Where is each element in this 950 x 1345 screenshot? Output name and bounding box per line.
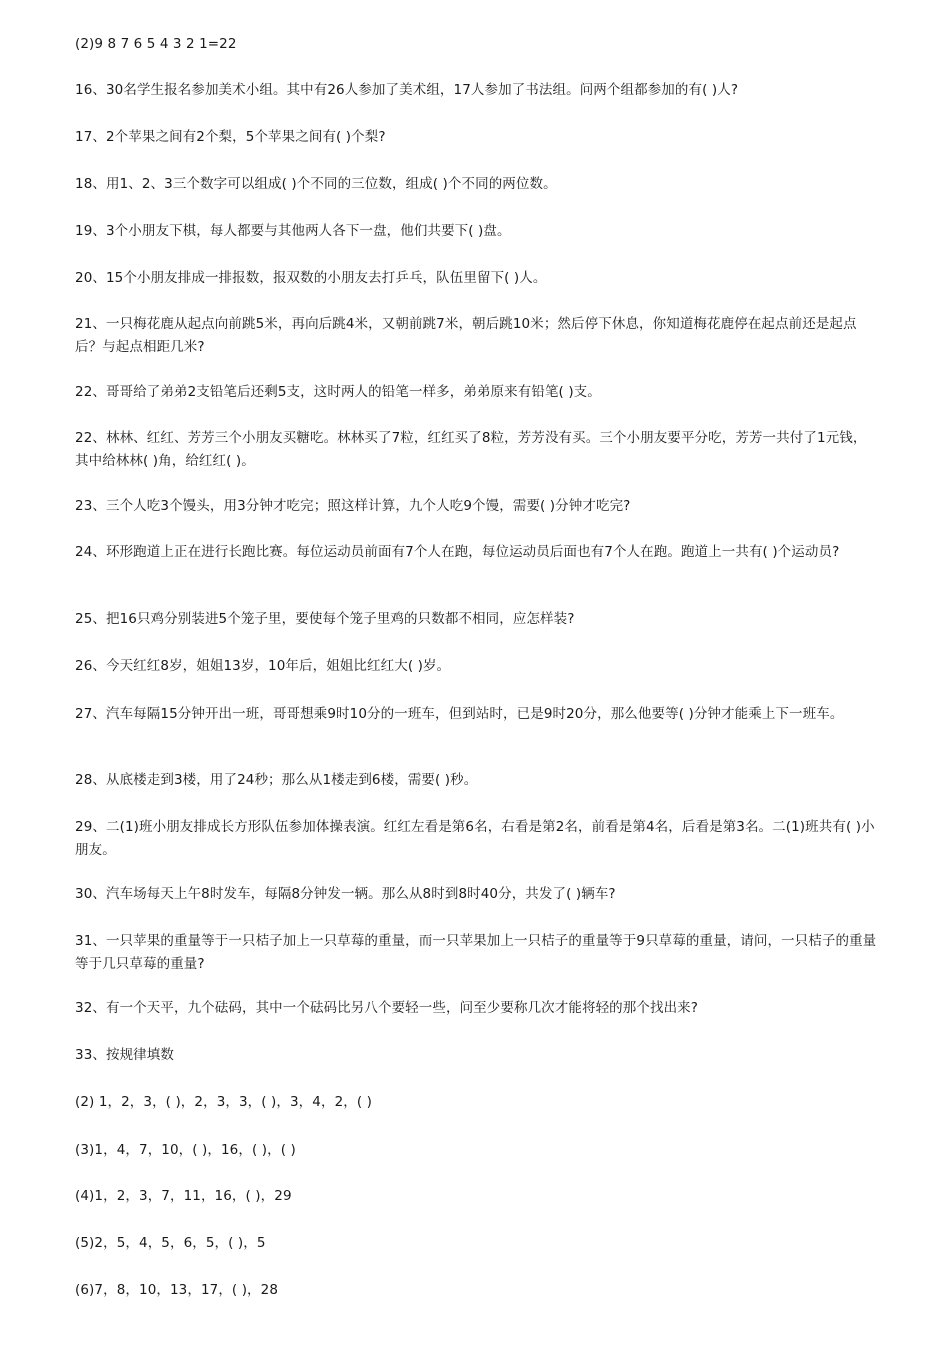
- question-24: 24、环形跑道上正在进行长跑比赛。每位运动员前面有7个人在跑，每位运动员后面也有7个人在跑。跑道上一共有( )个运动员?: [75, 544, 840, 560]
- question-18: 18、用1、2、3三个数字可以组成( )个不同的三位数，组成( )个不同的两位数。: [75, 176, 557, 192]
- text-line-formula: (2)9 8 7 6 5 4 3 2 1=22: [75, 36, 237, 52]
- sequence-2: (2) 1，2，3，( )，2，3，3，( )，3，4，2，( ): [75, 1094, 372, 1110]
- question-30: 30、汽车场每天上午8时发车，每隔8分钟发一辆。那么从8时到8时40分，共发了( )辆车?: [75, 886, 616, 902]
- question-22b: 22、林林、红红、芳芳三个小朋友买糖吃。林林买了7粒，红红买了8粒，芳芳没有买。三个小朋友要平分吃，芳芳一共付了1元钱，其中给林林( )角，给红红( )。: [75, 430, 867, 469]
- question-32: 32、有一个天平，九个砝码，其中一个砝码比另八个要轻一些，问至少要称几次才能将轻的那个找出来?: [75, 1000, 699, 1016]
- sequence-5: (5)2，5，4，5，6，5，( )，5: [75, 1235, 266, 1251]
- question-19: 19、3个小朋友下棋，每人都要与其他两人各下一盘，他们共要下( )盘。: [75, 223, 511, 239]
- question-20: 20、15个小朋友排成一排报数，报双数的小朋友去打乒乓，队伍里留下( )人。: [75, 270, 547, 286]
- question-33: 33、按规律填数: [75, 1047, 174, 1063]
- question-21: 21、一只梅花鹿从起点向前跳5米，再向后跳4米，又朝前跳7米，朝后跳10米；然后停下休息，你知道梅花鹿停在起点前还是起点后？与起点相距几米?: [75, 316, 857, 355]
- question-22a: 22、哥哥给了弟弟2支铅笔后还剩5支，这时两人的铅笔一样多，弟弟原来有铅笔( )支。: [75, 384, 601, 400]
- sequence-3: (3)1，4，7，10，( )，16，( )，( ): [75, 1142, 296, 1158]
- sequence-4: (4)1，2，3，7，11，16，( )，29: [75, 1188, 292, 1204]
- question-25: 25、把16只鸡分别装进5个笼子里，要使每个笼子里鸡的只数都不相同，应怎样装?: [75, 611, 575, 627]
- question-27: 27、汽车每隔15分钟开出一班，哥哥想乘9时10分的一班车，但到站时，已是9时20分，那么他要等( )分钟才能乘上下一班车。: [75, 706, 844, 722]
- question-17: 17、2个苹果之间有2个梨，5个苹果之间有( )个梨?: [75, 129, 386, 145]
- question-31: 31、一只苹果的重量等于一只桔子加上一只草莓的重量，而一只苹果加上一只桔子的重量等于9只草莓的重量，请问，一只桔子的重量等于几只草莓的重量?: [75, 933, 877, 972]
- question-26: 26、今天红红8岁，姐姐13岁，10年后，姐姐比红红大( )岁。: [75, 658, 451, 674]
- sequence-6: (6)7，8，10，13，17，( )，28: [75, 1282, 279, 1298]
- question-29: 29、二(1)班小朋友排成长方形队伍参加体操表演。红红左看是第6名，右看是第2名，前看是第4名，后看是第3名。二(1)班共有( )小朋友。: [75, 819, 875, 858]
- question-23: 23、三个人吃3个馒头，用3分钟才吃完；照这样计算，九个人吃9个馒，需要( )分钟才吃完?: [75, 498, 631, 514]
- question-16: 16、30名学生报名参加美术小组。其中有26人参加了美术组，17人参加了书法组。问两个组都参加的有( )人?: [75, 82, 739, 98]
- question-28: 28、从底楼走到3楼，用了24秒；那么从1楼走到6楼，需要( )秒。: [75, 772, 478, 788]
